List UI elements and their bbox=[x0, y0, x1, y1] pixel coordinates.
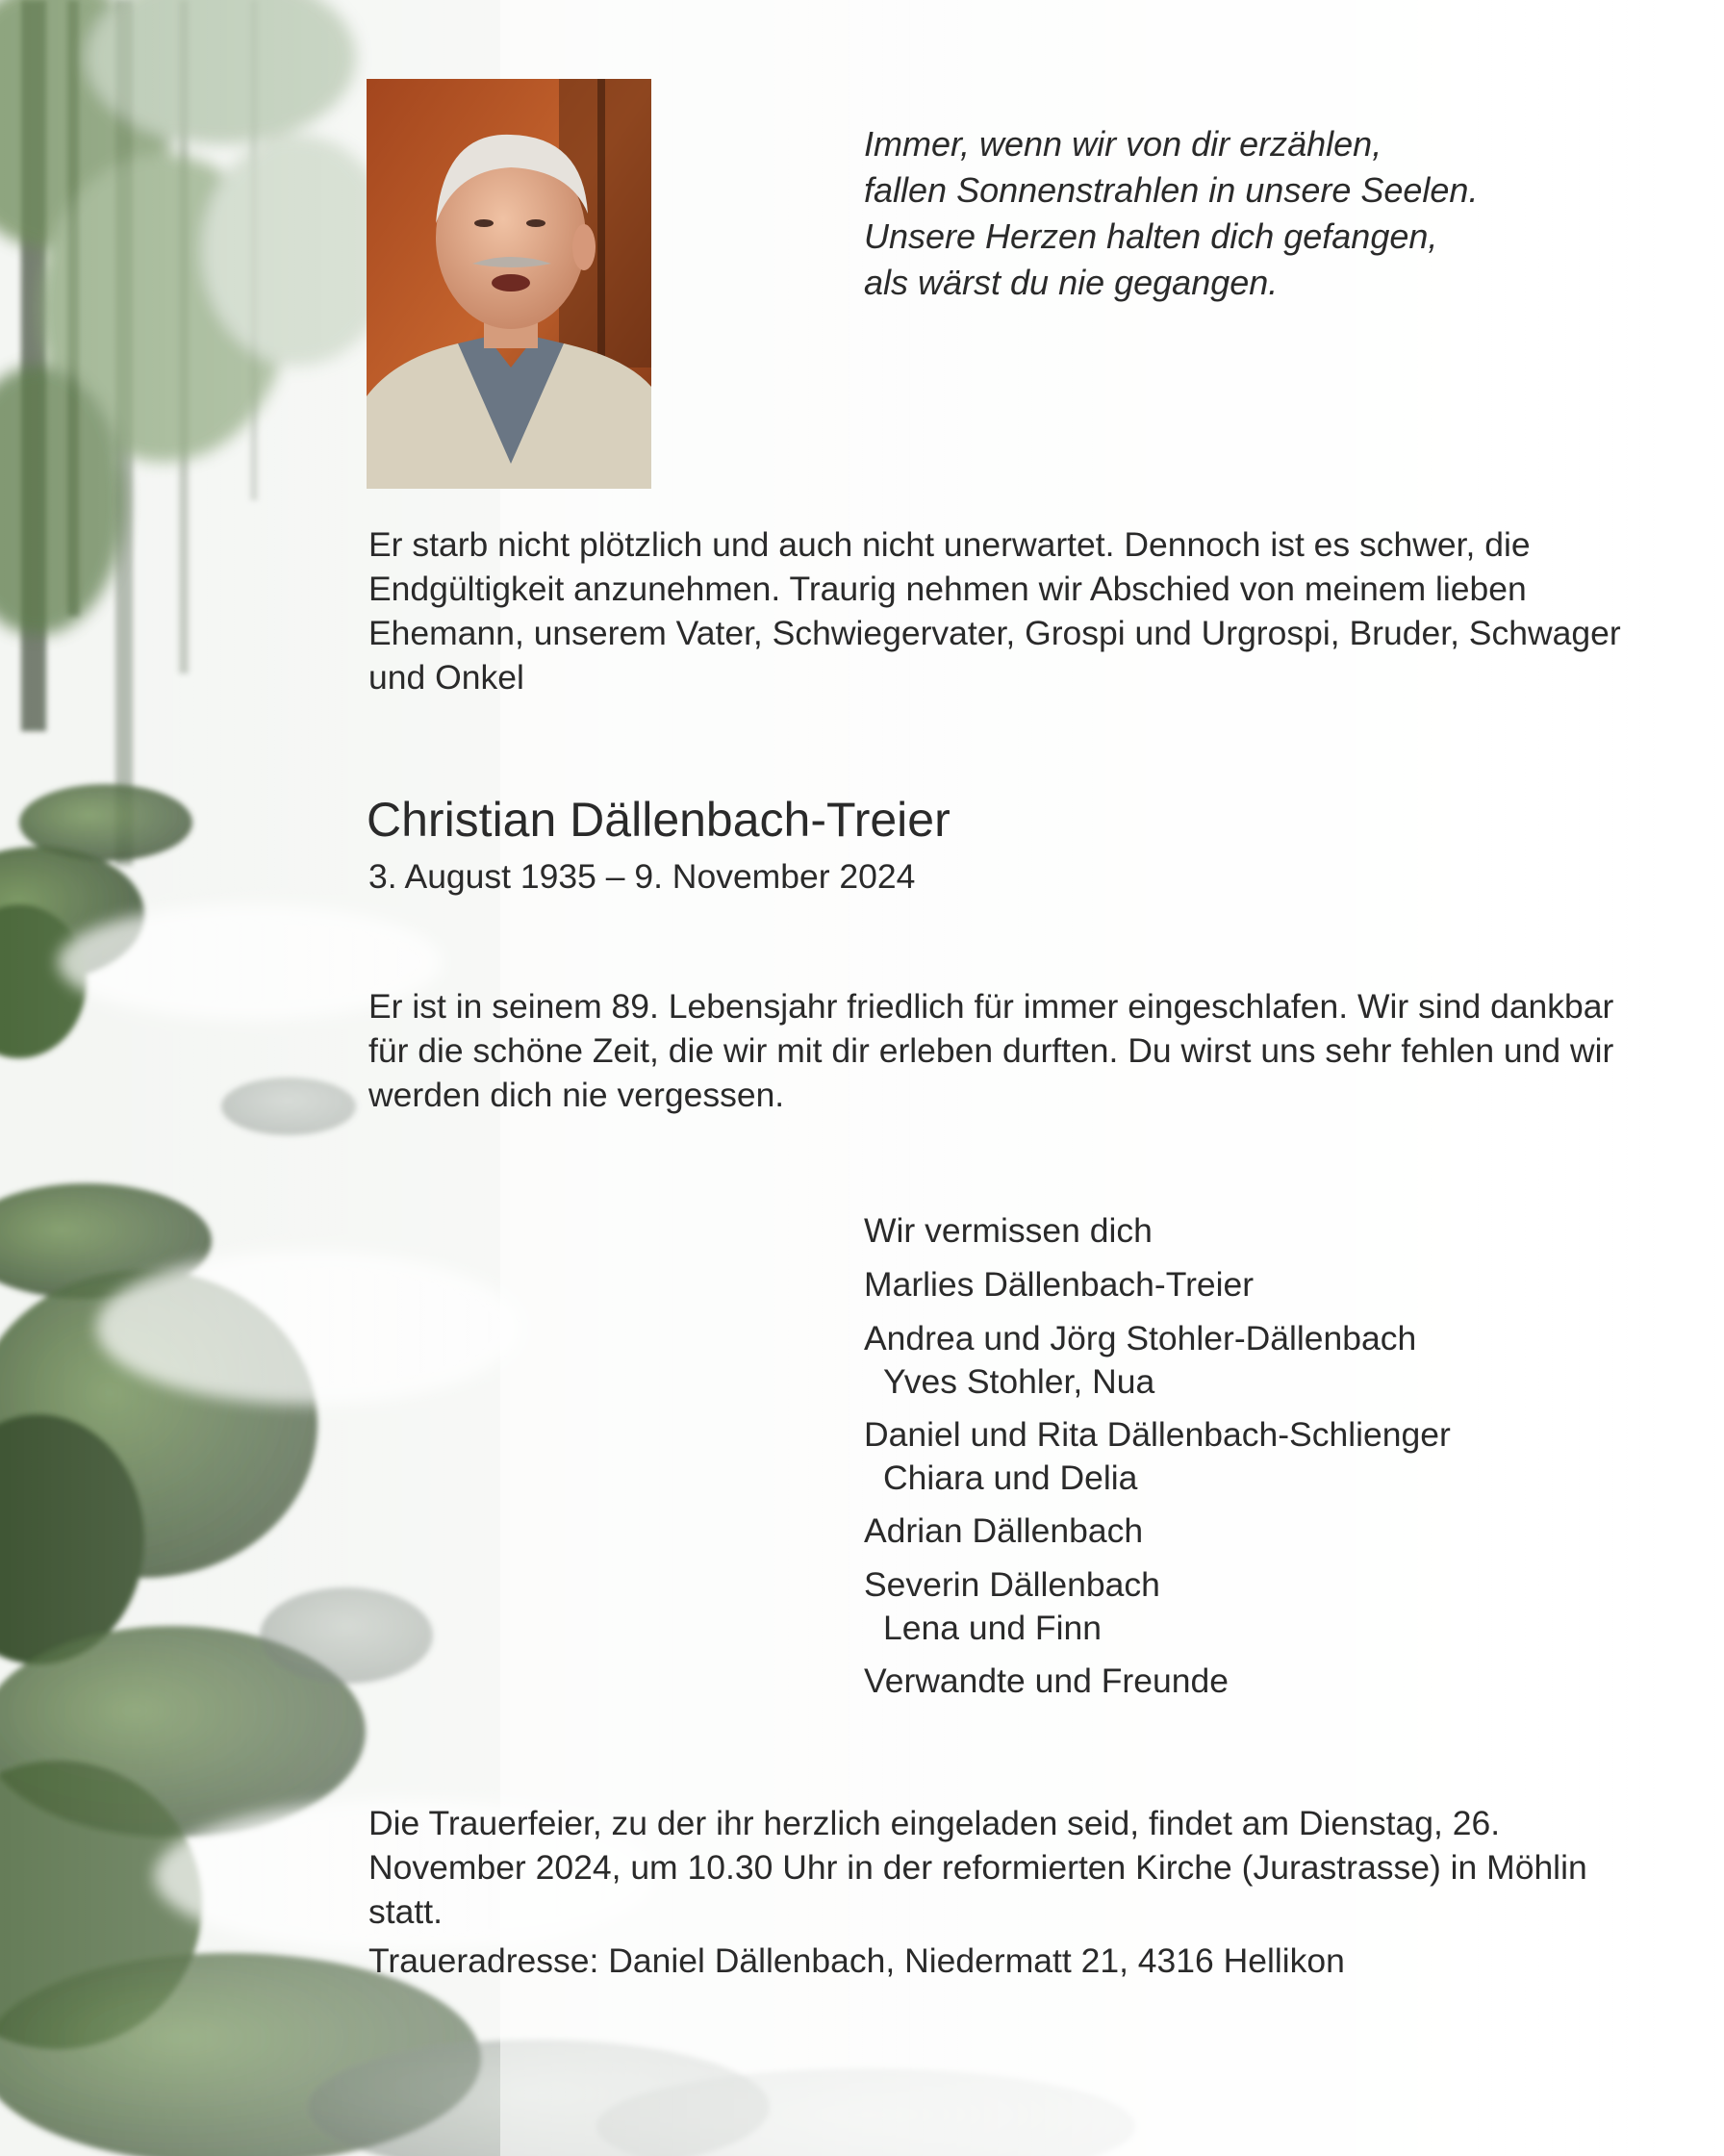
poem bbox=[864, 121, 1595, 306]
family-member-children: Chiara und Delia bbox=[883, 1458, 1138, 1497]
family-member: Verwandte und Freunde bbox=[864, 1661, 1229, 1700]
deceased-name: Christian Dällenbach-Treier bbox=[367, 793, 951, 847]
family-group bbox=[864, 1508, 1634, 1554]
family-heading: Wir vermissen dich bbox=[864, 1211, 1153, 1250]
poem-line: fallen Sonnenstrahlen in unsere Seelen. bbox=[864, 170, 1479, 210]
family-member: Andrea und Jörg Stohler-Dällenbach bbox=[864, 1319, 1417, 1357]
family-group bbox=[864, 1261, 1634, 1307]
intro-paragraph: Er starb nicht plötzlich und auch nicht unerwartet. Dennoch ist es schwer, die Endgültigkeit anzunehmen. Traurig nehmen wir Abschied von meinem lieben Ehemann, unserem Vater, Schwiegervater, Grospi und Urgrospi, Bruder, Schwager und Onkel bbox=[368, 525, 1621, 697]
family-group bbox=[864, 1658, 1634, 1704]
farewell-paragraph: Er ist in seinem 89. Lebensjahr friedlich für immer eingeschlafen. Wir sind dankbar für die schöne Zeit, die wir mit dir erleben durften. Du wirst uns sehr fehlen und wir werden dich nie vergessen. bbox=[368, 987, 1614, 1114]
portrait-photo bbox=[367, 79, 651, 489]
family-group bbox=[864, 1315, 1634, 1404]
family-member-children: Yves Stohler, Nua bbox=[883, 1362, 1155, 1401]
memorial-service-paragraph: Die Trauerfeier, zu der ihr herzlich eingeladen seid, findet am Dienstag, 26. November 2024, um 10.30 Uhr in der reformierten Kirche (Jurastrasse) in Möhlin statt. bbox=[368, 1804, 1587, 1931]
poem-line: Unsere Herzen halten dich gefangen, bbox=[864, 216, 1438, 256]
life-dates: 3. August 1935 – 9. November 2024 bbox=[368, 857, 916, 896]
family-member: Adrian Dällenbach bbox=[864, 1511, 1144, 1550]
poem-line: als wärst du nie gegangen. bbox=[864, 263, 1279, 302]
family-group bbox=[864, 1411, 1634, 1500]
family-member-children: Lena und Finn bbox=[883, 1609, 1102, 1647]
family-list bbox=[864, 1207, 1634, 1712]
family-member: Daniel und Rita Dällenbach-Schlienger bbox=[864, 1415, 1451, 1454]
poem-line: Immer, wenn wir von dir erzählen, bbox=[864, 124, 1382, 164]
family-member: Marlies Dällenbach-Treier bbox=[864, 1265, 1255, 1304]
mourning-address: Traueradresse: Daniel Dällenbach, Niedermatt 21, 4316 Hellikon bbox=[368, 1941, 1345, 1980]
family-group bbox=[864, 1561, 1634, 1650]
family-member: Severin Dällenbach bbox=[864, 1565, 1160, 1604]
family-heading-group bbox=[864, 1207, 1634, 1254]
